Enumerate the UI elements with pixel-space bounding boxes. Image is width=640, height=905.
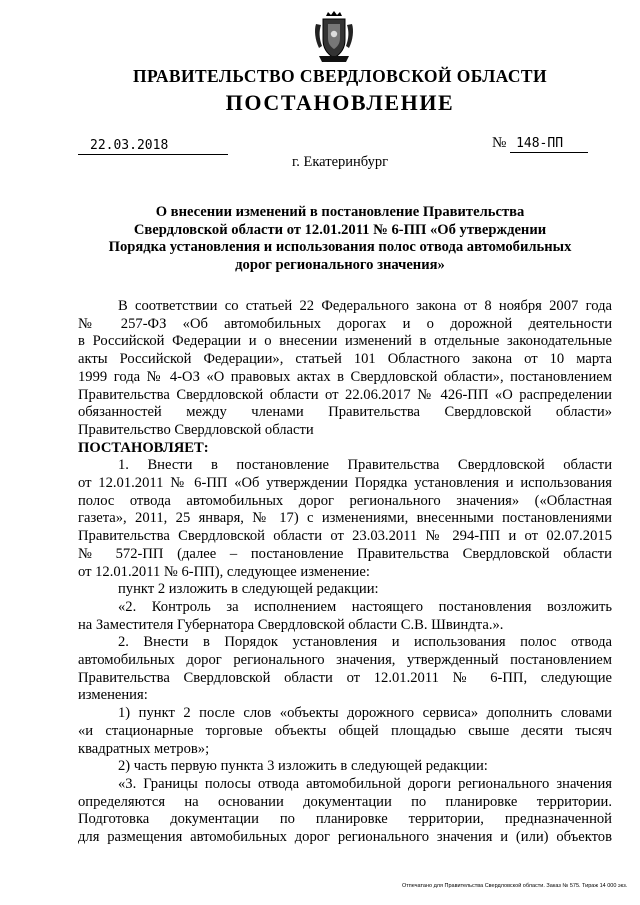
body-line: обязанностей между членами Правительства Свердловской области» [78, 404, 612, 421]
document-title [80, 204, 600, 274]
body-line: определяются на основании документации по планировке территории. [78, 793, 612, 810]
body-line: полос отвода автомобильных дорог регионального значения» («Областная [78, 492, 612, 509]
body-line: Правительства Свердловской области от 23.03.2011 № 294-ПП и от 02.07.2015 [78, 528, 612, 545]
body-line: пункт 2 изложить в следующей редакции: [118, 581, 379, 598]
body-line: № 572-ПП (далее – постановление Правительства Свердловской области [78, 545, 612, 562]
document-number: 148-ПП [510, 136, 588, 153]
body-line: Правительства Свердловской области от 12.01.2011 № 6-ПП, следующие [78, 669, 612, 686]
body-line: «3. Границы полосы отвода автомобильной дороги регионального значения [118, 775, 612, 792]
body-line: Правительства Свердловской области от 22.06.2017 № 426-ПП «О распределении [78, 386, 612, 403]
body-line: изменения: [78, 687, 148, 704]
body-line: 2. Внести в Порядок установления и использования полос отвода [118, 634, 612, 651]
title-line: Порядка установления и использования полос отвода автомобильных [108, 239, 572, 255]
title-line: О внесении изменений в постановление Правительства [155, 204, 525, 220]
body-line: для размещения автомобильных дорог регионального значения и (или) объектов [78, 829, 612, 846]
organization-name: ПРАВИТЕЛЬСТВО СВЕРДЛОВСКОЙ ОБЛАСТИ [133, 66, 547, 86]
body-line: на Заместителя Губернатора Свердловской области С.В. Швиндта.». [78, 616, 504, 633]
body-line: № 257-ФЗ «Об автомобильных дорогах и о дорожной деятельности [78, 315, 612, 332]
title-line: Свердловской области от 12.01.2011 № 6-ПП «Об утверждении [133, 221, 547, 238]
decree-keyword: ПОСТАНОВЛЯЕТ: [78, 439, 209, 456]
number-prefix: № [492, 135, 507, 151]
body-line: 1. Внести в постановление Правительства Свердловской области [118, 457, 612, 474]
body-line: 2) часть первую пункта 3 изложить в следующей редакции: [118, 758, 488, 775]
document-city: г. Екатеринбург [291, 154, 389, 170]
title-line: дорог регионального значения» [235, 256, 445, 273]
body-line: 1) пункт 2 после слов «объекты дорожного сервиса» дополнить словами [118, 705, 612, 722]
body-line: квадратных метров»; [78, 740, 210, 757]
document-number-field [492, 135, 588, 153]
body-line: в Российской Федерации и о внесении изменений в отдельные законодательные [78, 333, 612, 350]
body-line: «и стационарные торговые объекты общей площадью свыше десяти тысяч [78, 722, 612, 739]
body-line: от 12.01.2011 № 6-ПП «Об утверждении Порядка установления и использования [78, 475, 612, 492]
body-line: Подготовка документации по планировке территории, предназначенной [78, 811, 612, 828]
document-date: 22.03.2018 [78, 138, 228, 155]
print-footer: Отпечатано для Правительства Свердловской области. Заказ № 575. Тираж 14 000 экз. [402, 883, 628, 889]
document-type: ПОСТАНОВЛЕНИЕ [225, 90, 455, 115]
body-line: В соответствии со статьей 22 Федерального закона от 8 ноября 2007 года [118, 298, 612, 314]
body-line: автомобильных дорог регионального значения, утвержденный постановлением [78, 652, 612, 669]
body-line: Правительство Свердловской области [78, 421, 314, 438]
body-line: газета», 2011, 25 января, № 17) с изменениями, внесенными постановлениями [78, 510, 612, 527]
body-line: акты Российской Федерации», статьей 101 Областного закона от 10 марта [78, 351, 612, 368]
body-line: 1999 года № 4-ОЗ «О правовых актах в Свердловской области», постановлением [78, 368, 612, 385]
document-body [78, 298, 612, 847]
body-line: от 12.01.2011 № 6-ПП), следующее изменение: [78, 563, 370, 580]
body-line: «2. Контроль за исполнением настоящего постановления возложить [118, 598, 612, 615]
coat-of-arms-icon [313, 10, 355, 64]
